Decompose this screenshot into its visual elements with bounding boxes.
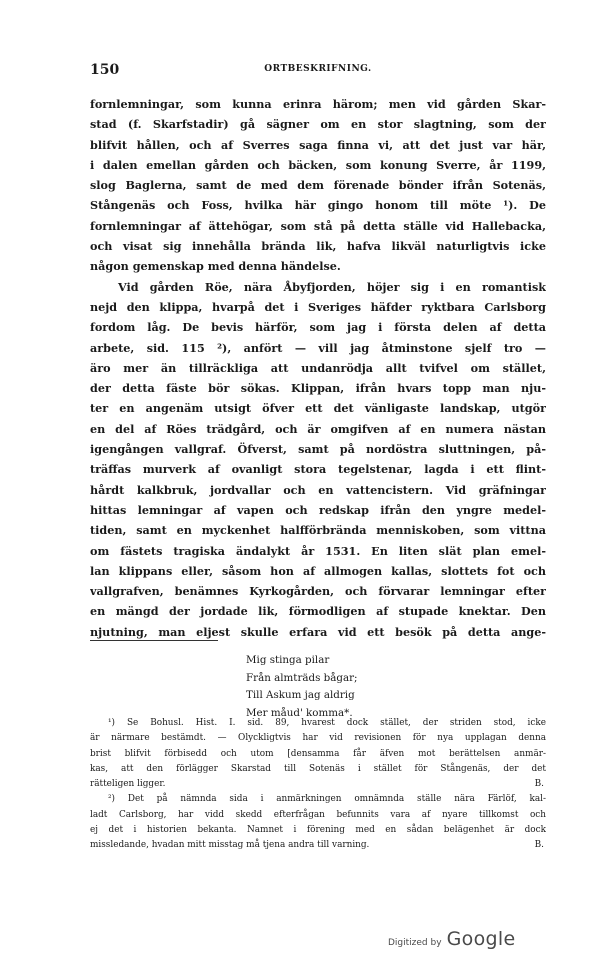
text-line: någon gemenskap med denna händelse. xyxy=(90,259,341,274)
text-line: stad (f. Skarfstadir) gå sägner om en stor slagtning, som der xyxy=(90,117,546,132)
text-line: blifvit hållen, och af Sverres saga finna vi, att det just var här, xyxy=(90,137,546,152)
footnote-line: ladt Carlsborg, har vidd skedd efterfrågan befunnits vara af nyare tillkomst och xyxy=(90,809,546,820)
footnote-line: ²) Det på nämnda sida i anmärkningen omnämnda ställe nära Färlöf, kal- xyxy=(108,794,546,805)
footnote-text: rätteligen ligger. xyxy=(90,779,166,790)
footnote-text: missledande, hvadan mitt misstag må tjena andra till varning. xyxy=(90,840,370,851)
text-line: en del af Röes trädgård, och är omgifven af en numera nästan xyxy=(90,421,546,436)
page-header xyxy=(90,62,546,82)
poem-line: Från almträds bågar; xyxy=(246,671,358,684)
google-logo: Google xyxy=(446,928,516,950)
poem-line: Mig stinga pilar xyxy=(246,654,330,666)
text-line: ter en angenäm utsigt öfver ett det vänligaste landskap, utgör xyxy=(90,401,546,416)
text-line: vallgrafven, benämnes Kyrkogården, och förvarar lemningar efter xyxy=(90,584,546,599)
footnote-line: brist blifvit förbisedd och utom [densamma får äfven mot berättelsen anmär- xyxy=(90,748,546,759)
footnotes xyxy=(90,716,546,854)
text-line: fornlemningar af ättehögar, som stå på detta ställe vid Hallebacka, xyxy=(90,218,546,233)
poem-line: Mer måud' komma*. xyxy=(246,706,353,719)
footnote-line: ¹) Se Bohusl. Hist. I. sid. 89, hvarest dock stället, der striden stod, icke xyxy=(108,718,546,728)
text-line: hårdt kalkbruk, jordvallar och en vattencistern. Vid gräfningar xyxy=(90,482,546,497)
footnote-line: är närmare bestämdt. — Olyckligtvis har vid revisionen för nya upplagan denna xyxy=(90,733,546,744)
text-line: äro mer än tillräckliga att undanrödja allt tvifvel om stället, xyxy=(90,360,546,375)
poem-block xyxy=(246,652,466,722)
text-line: Stångenäs och Foss, hvilka här gingo honom till möte ¹). De xyxy=(90,198,546,213)
poem-line: Till Askum jag aldrig xyxy=(246,689,355,701)
footnote-separator xyxy=(90,640,218,641)
text-line: hittas lemningar af vapen och redskap ifrån den yngre medel- xyxy=(90,502,546,517)
running-title: ORTBESKRIFNING. xyxy=(264,64,372,74)
footnote-signature: B. xyxy=(534,779,544,790)
text-line: slog Baglerna, samt de med dem förenade bönder ifrån Sotenäs, xyxy=(90,178,546,193)
digitized-by-google-watermark xyxy=(388,928,515,950)
watermark-prefix: Digitized by xyxy=(388,938,442,948)
text-line: fordom låg. De bevis härför, som jag i första delen af detta xyxy=(90,320,546,335)
text-line: träffas murverk af ovanligt stora tegelstenar, lagda i ett flint- xyxy=(90,462,546,477)
text-line: njutning, man eljest skulle erfara vid ett besök på detta ange- xyxy=(90,624,546,639)
text-line: fornlemningar, som kunna erinra härom; men vid gården Skar- xyxy=(90,97,546,111)
text-line: igengången vallgraf. Öfverst, samt på nordöstra sluttningen, på- xyxy=(90,442,546,457)
text-line: och visat sig innehålla brända lik, hafva likväl naturligtvis icke xyxy=(90,239,546,254)
text-line: arbete, sid. 115 ²), anfört — vill jag åtminstone sjelf tro — xyxy=(90,340,546,355)
text-line: tiden, samt en myckenhet halfförbrända menniskoben, som vittna xyxy=(90,523,546,538)
footnote-line: kas, att den förlägger Skarstad till Sotenäs i stället för Stångenäs, der det xyxy=(90,763,546,774)
footnote-line: ej det i historien bekanta. Namnet i förening med en sådan belägenhet är dock xyxy=(90,825,546,836)
footnote-line xyxy=(90,777,546,792)
text-line: en mängd der jordade lik, förmodligen af stupade knektar. Den xyxy=(90,604,546,619)
main-text xyxy=(90,94,546,642)
page-number: 150 xyxy=(90,62,120,78)
text-line: nejd den klippa, hvarpå det i Sveriges häfder ryktbara Carlsborg xyxy=(90,299,546,314)
footnote-line xyxy=(90,838,546,853)
text-line: i dalen emellan gården och bäcken, som konung Sverre, år 1199, xyxy=(90,157,546,172)
text-line: om fästets tragiska ändalykt år 1531. En liten slät plan emel- xyxy=(90,543,546,558)
text-line: lan klippans eller, såsom hon af allmogen kallas, slottets fot och xyxy=(90,563,546,578)
footnote-signature: B. xyxy=(534,840,544,851)
text-line: der detta fäste bör sökas. Klippan, ifrån hvars topp man nju- xyxy=(90,381,546,396)
text-line: Vid gården Röe, nära Åbyfjorden, höjer sig i en romantisk xyxy=(118,279,546,294)
